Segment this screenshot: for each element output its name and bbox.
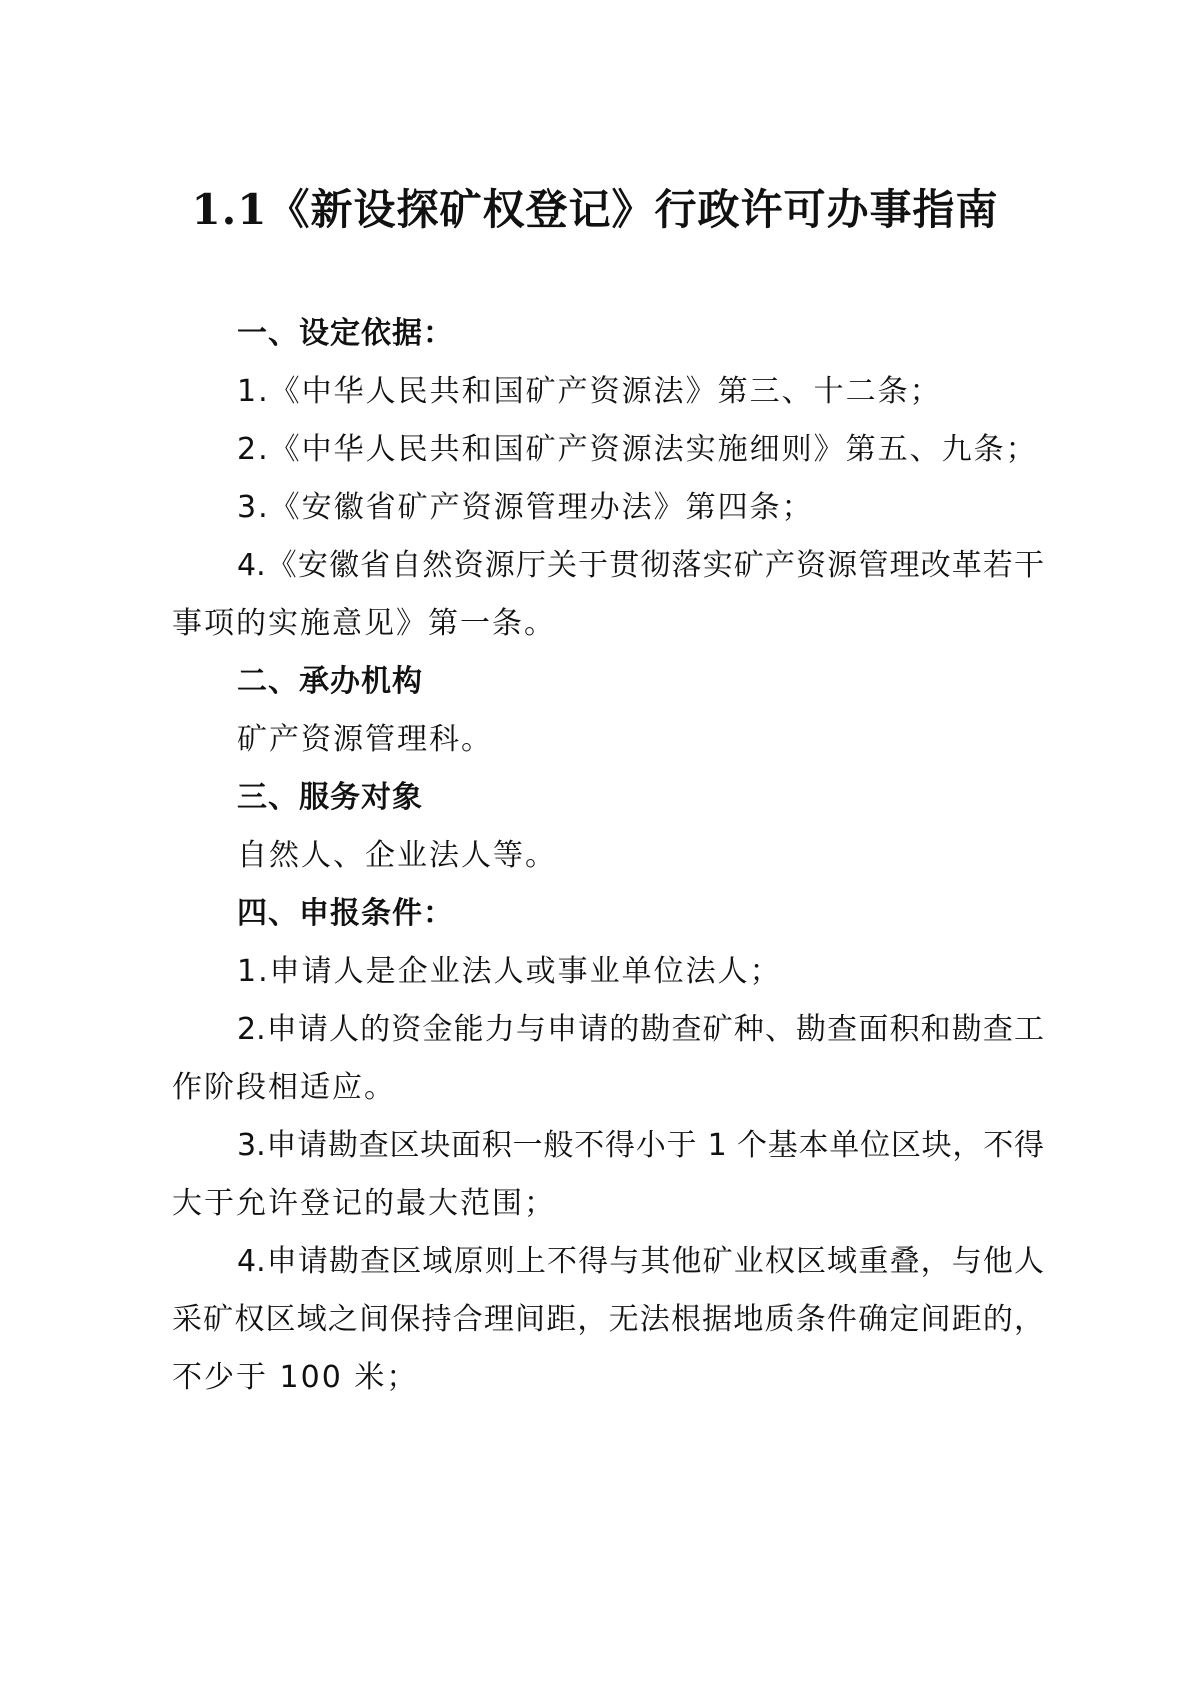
conditions-item-1: 1.申请人是企业法人或事业单位法人； (237, 954, 782, 989)
conditions-item-3-line-2: 大于允许登记的最大范围； (172, 1186, 556, 1221)
section-heading-targets: 三、服务对象 (237, 780, 423, 815)
page-title: 1.1《新设探矿权登记》行政许可办事指南 (191, 185, 999, 234)
section-heading-conditions: 四、申报条件： (237, 896, 454, 931)
agency-text: 矿产资源管理科。 (237, 722, 493, 757)
basis-item-2: 2.《中华人民共和国矿产资源法实施细则》第五、九条； (237, 432, 1038, 467)
basis-item-4-line-1: 4.《安徽省自然资源厅关于贯彻落实矿产资源管理改革若干 (237, 548, 1044, 583)
conditions-item-4-line-2: 采矿权区域之间保持合理间距，无法根据地质条件确定间距的， (172, 1302, 1044, 1337)
basis-item-4-line-2: 事项的实施意见》第一条。 (172, 606, 556, 641)
basis-item-1: 1.《中华人民共和国矿产资源法》第三、十二条； (237, 374, 942, 409)
conditions-item-2-line-1: 2.申请人的资金能力与申请的勘查矿种、勘查面积和勘查工 (237, 1012, 1044, 1047)
conditions-item-3-line-1: 3.申请勘查区块面积一般不得小于 1 个基本单位区块，不得 (237, 1128, 1044, 1163)
basis-item-3: 3.《安徽省矿产资源管理办法》第四条； (237, 490, 814, 525)
section-heading-agency: 二、承办机构 (237, 664, 423, 699)
targets-text: 自然人、企业法人等。 (237, 838, 557, 873)
conditions-item-2-line-2: 作阶段相适应。 (172, 1070, 396, 1105)
conditions-item-4-line-3: 不少于 100 米； (172, 1360, 419, 1395)
conditions-item-4-line-1: 4.申请勘查区域原则上不得与其他矿业权区域重叠，与他人 (237, 1244, 1044, 1279)
section-heading-basis: 一、设定依据： (237, 316, 454, 351)
